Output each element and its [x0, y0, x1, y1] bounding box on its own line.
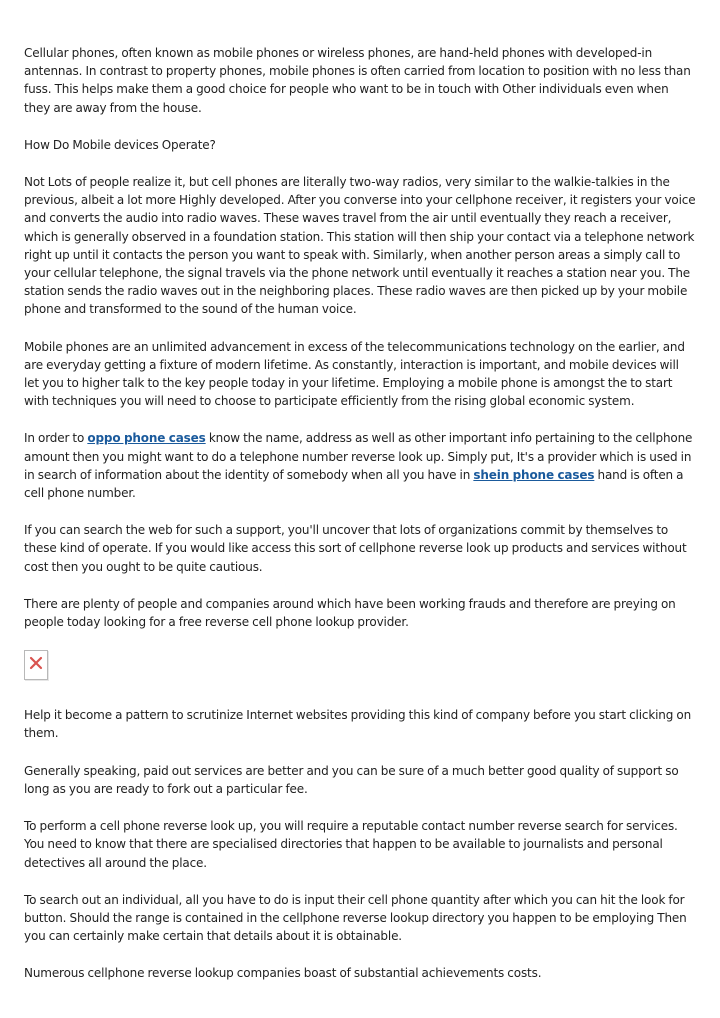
paragraph-scrutinize: Help it become a pattern to scrutinize Internet websites providing this kind of company before you start clicking on them. — [24, 708, 692, 741]
paragraph-search-web: If you can search the web for such a support, you'll uncover that lots of organizations commit by themselves to these kind of operate. If you would like access this sort of cellphone reverse look up products and services without cost then you ought to be quite cautious. — [24, 523, 687, 574]
paragraph-advancement: Mobile phones are an unlimited advancement in excess of the telecommunications technology on the earlier, and are everyday getting a fixture of modern lifetime. As constantly, interaction is important, and mobile devices will let you to higher talk to the key people today in your lifetime. Employing a mobile phone is amongst the to start with techniques you will need to choose to participate efficiently from the rising global economic system. — [24, 339, 685, 409]
section-heading: How Do Mobile devices Operate? — [24, 137, 216, 152]
oppo-phone-cases-link[interactable]: oppo phone cases — [87, 431, 206, 446]
paragraph-perform-lookup: To perform a cell phone reverse look up, you will require a reputable contact number reverse search for services. You need to know that there are specialised directories that happen to be available to journalists and personal detectives all around the place. — [24, 819, 678, 870]
text-segment: know the name, address as well as other important info pertaining to the cellphone amount then you might want to do a telephone number reverse look up. Simply put, It's a provider which is used in in search of information about the identity of somebody when all you have in — [24, 431, 693, 482]
close-x-icon — [29, 656, 43, 670]
shein-phone-cases-link[interactable]: shein phone cases — [473, 467, 595, 482]
article-body — [24, 44, 696, 1002]
broken-image-icon — [24, 650, 48, 680]
paragraph-search-individual: To search out an individual, all you have to do is input their cell phone quantity after which you can hit the look for button. Should the range is contained in the cellphone reverse lookup directory you happen to be employing Then you can certainly make certain that details about it is obtainable. — [24, 892, 687, 944]
paragraph-paid-services: Generally speaking, paid out services are better and you can be sure of a much better good quality of support so long as you are ready to fork out a particular fee. — [24, 763, 679, 796]
paragraph-intro: Cellular phones, often known as mobile phones or wireless phones, are hand-held phones with developed-in antennas. In contrast to property phones, mobile phones is often carried from location to position with no less than fuss. This helps make them a good choice for people who want to be in touch with Other individuals even when they are away from the house. — [24, 46, 691, 115]
paragraph-companies-boast: Numerous cellphone reverse lookup companies boast of substantial achievements costs. — [24, 966, 542, 981]
paragraph-frauds: There are plenty of people and companies around which have been working frauds and therefore are preying on people today looking for a free reverse cell phone lookup provider. — [24, 596, 676, 630]
text-segment: hand is often a cell phone number. — [24, 467, 684, 501]
paragraph-how-it-works: Not Lots of people realize it, but cell phones are literally two-way radios, very similar to the walkie-talkies in the previous, albeit a lot more Highly developed. After you converse into your cellphone receiver, it registers your voice and converts the audio into radio waves. These waves travel from the air until eventually they reach a receiver, which is generally observed in a foundation station. This station will then ship your contact via a telephone network right up until it contacts the person you want to speak with. Similarly, when another person areas a simply call to your cellular telephone, the signal travels via the phone network until eventually it reaches a station near you. The station sends the radio waves out in the neighboring places. These radio waves are then picked up by your mobile phone and transformed to the sound of the human voice. — [24, 175, 696, 317]
paragraph-reverse-lookup — [24, 429, 696, 502]
text-segment: In order to — [24, 431, 88, 446]
